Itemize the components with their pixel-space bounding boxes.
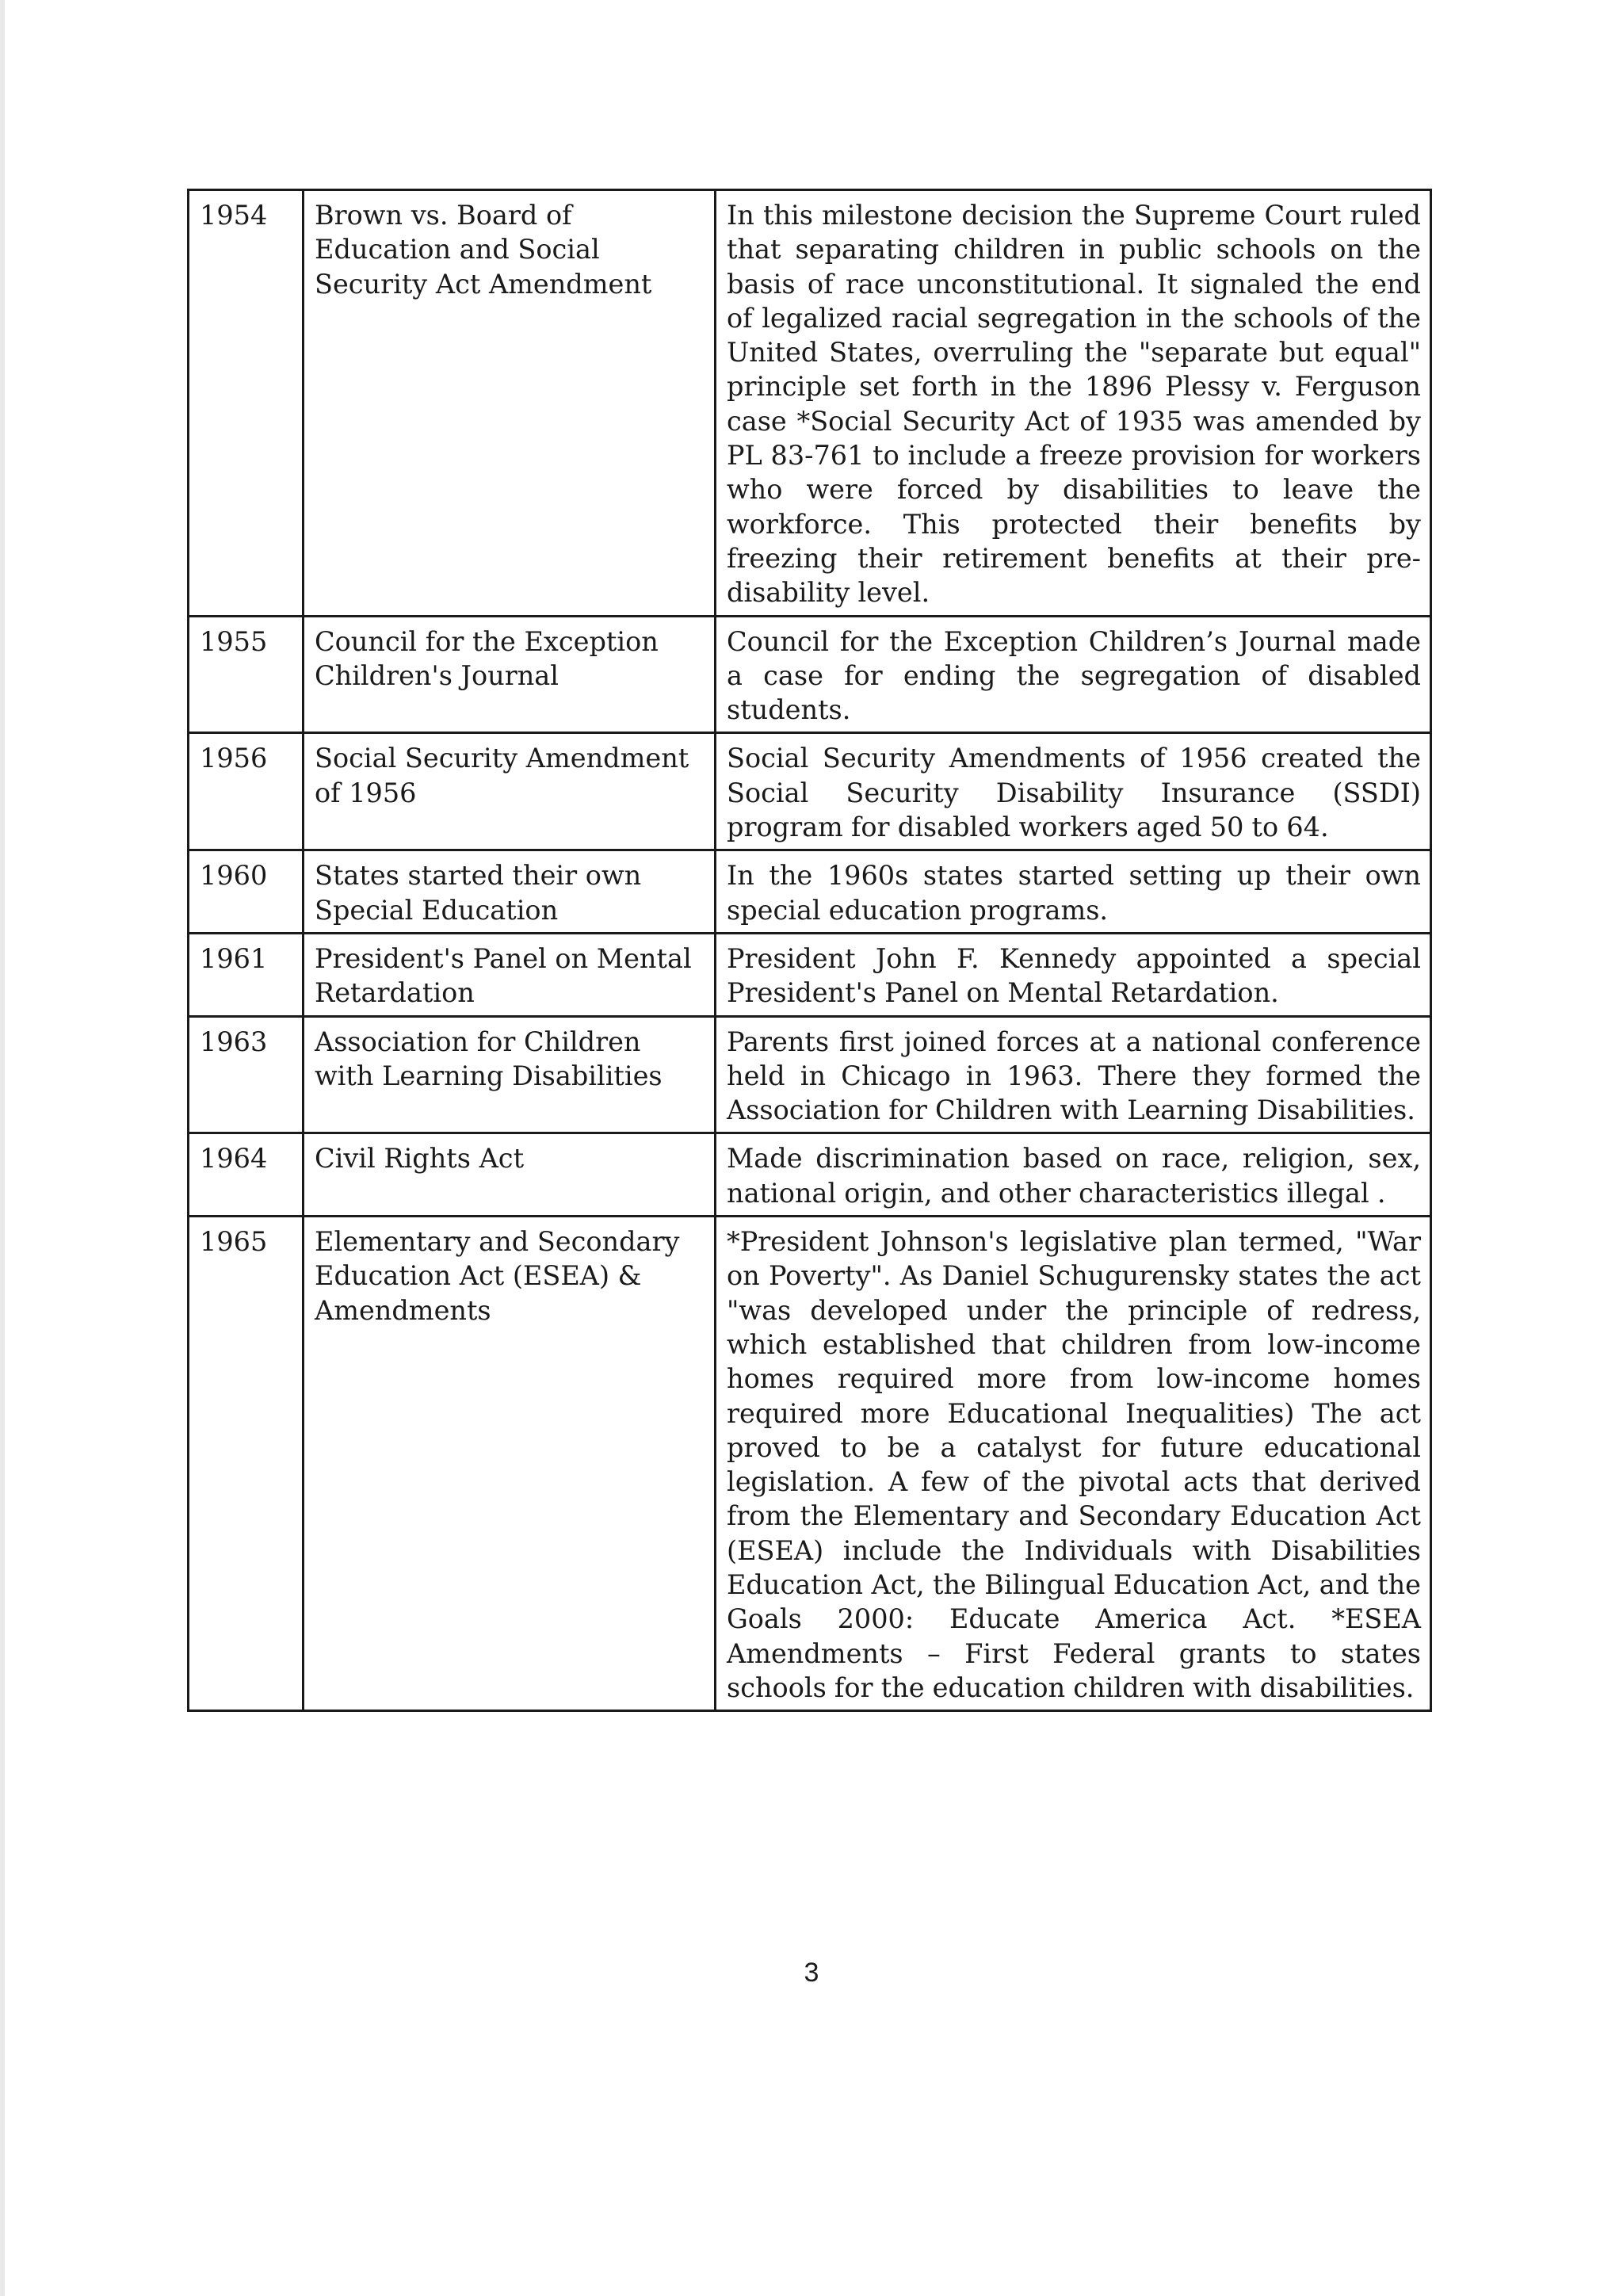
page-number: 3	[804, 1958, 819, 1988]
event-cell: Elementary and Secondary Education Act (ESEA) & Amendments	[304, 1217, 716, 1711]
description-cell: Parents first joined forces at a national conference held in Chicago in 1963. There they formed the Association for Children with Learning Disabilities.	[716, 1016, 1431, 1133]
description-cell: In this milestone decision the Supreme Court ruled that separating children in public schools on the basis of race unconstitutional. It signaled the end of legalized racial segregation in the schools of the United States, overruling the "separate but equal" principle set forth in the 1896 Plessy v. Ferguson case *Social Security Act of 1935 was amended by PL 83-761 to include a freeze provision for workers who were forced by disabilities to leave the workforce. This protected their benefits by freezing their retirement benefits at their pre-disability level.	[716, 190, 1431, 617]
table-row	[189, 1133, 1431, 1217]
event-cell: Brown vs. Board of Education and Social Security Act Amendment	[304, 190, 716, 617]
table-row	[189, 616, 1431, 733]
description-cell: Made discrimination based on race, religion, sex, national origin, and other characteristics illegal .	[716, 1133, 1431, 1217]
year-cell: 1960	[189, 850, 304, 934]
table-row	[189, 933, 1431, 1016]
year-cell: 1964	[189, 1133, 304, 1217]
year-cell: 1955	[189, 616, 304, 733]
description-cell: Social Security Amendments of 1956 created the Social Security Disability Insurance (SSDI) program for disabled workers aged 50 to 64.	[716, 733, 1431, 850]
page-edge	[0, 0, 5, 2296]
event-cell: President's Panel on Mental Retardation	[304, 933, 716, 1016]
table-row	[189, 190, 1431, 617]
year-cell: 1961	[189, 933, 304, 1016]
description-cell: President John F. Kennedy appointed a special President's Panel on Mental Retardation.	[716, 933, 1431, 1016]
year-cell: 1963	[189, 1016, 304, 1133]
table-row	[189, 1016, 1431, 1133]
table-row	[189, 850, 1431, 934]
description-cell: Council for the Exception Children’s Journal made a case for ending the segregation of disabled students.	[716, 616, 1431, 733]
event-cell: States started their own Special Education	[304, 850, 716, 934]
table-row	[189, 733, 1431, 850]
legislation-timeline-table	[187, 189, 1432, 1712]
year-cell: 1965	[189, 1217, 304, 1711]
year-cell: 1954	[189, 190, 304, 617]
event-cell: Association for Children with Learning Disabilities	[304, 1016, 716, 1133]
table-row	[189, 1217, 1431, 1711]
event-cell: Civil Rights Act	[304, 1133, 716, 1217]
event-cell: Council for the Exception Children's Journal	[304, 616, 716, 733]
description-cell: In the 1960s states started setting up their own special education programs.	[716, 850, 1431, 934]
year-cell: 1956	[189, 733, 304, 850]
description-cell: *President Johnson's legislative plan termed, "War on Poverty". As Daniel Schugurensky states the act "was developed under the principle of redress, which established that children from low-income homes required more from low-income homes required more Educational Inequalities) The act proved to be a catalyst for future educational legislation. A few of the pivotal acts that derived from the Elementary and Secondary Education Act (ESEA) include the Individuals with Disabilities Education Act, the Bilingual Education Act, and the Goals 2000: Educate America Act. *ESEA Amendments – First Federal grants to states schools for the education children with disabilities.	[716, 1217, 1431, 1711]
event-cell: Social Security Amendment of 1956	[304, 733, 716, 850]
